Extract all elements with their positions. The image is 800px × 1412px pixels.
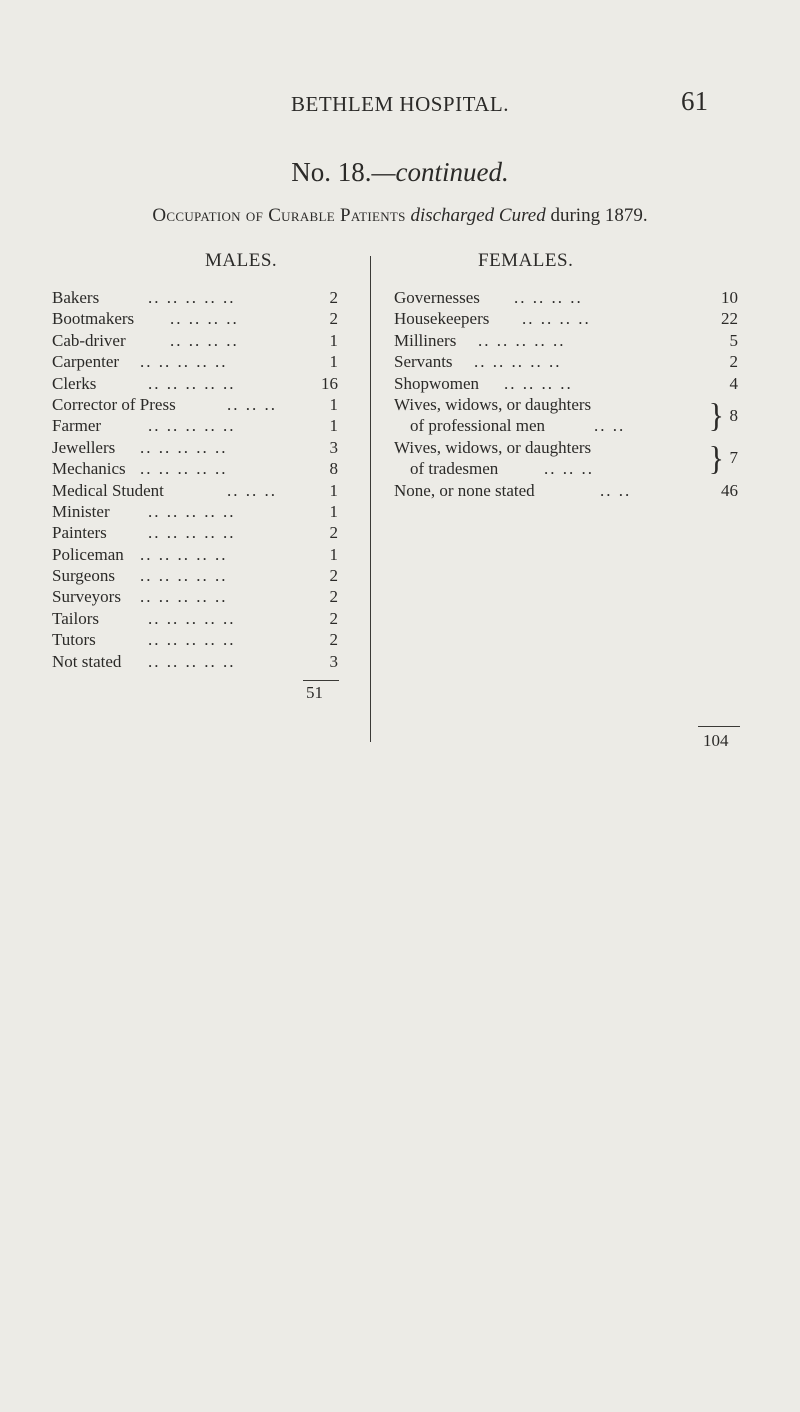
male-row [52,373,338,394]
patient-count: 2 [329,630,338,650]
patient-count: 1 [329,394,338,414]
male-row [52,544,338,565]
males-heading: MALES. [205,250,278,271]
male-row [52,522,338,543]
male-row [52,415,338,436]
occupation-label: Corrector of Press [52,394,176,414]
patient-count: 10 [721,288,738,307]
female-row [394,287,738,308]
dot-leader: .. .. .. .. .. [148,608,236,628]
male-row [52,565,338,586]
dot-leader: .. .. .. .. .. [474,352,562,372]
patient-count: 2 [329,309,338,329]
patient-count: 5 [729,330,738,350]
male-row [52,330,338,351]
male-row [52,651,338,672]
patient-count: 2 [729,352,738,372]
dot-leader: .. .. .. [227,480,277,500]
dot-leader: .. .. .. .. .. [148,501,236,521]
dot-leader: .. .. .. .. .. [478,330,566,350]
female-group-row [394,437,738,480]
males-list [52,287,338,672]
dot-leader: .. .. .. .. [522,309,591,329]
occupation-label: None, or none stated [394,480,535,500]
patient-count: 7 [729,448,738,468]
female-row [394,330,738,351]
females-heading: FEMALES. [478,250,574,271]
occupation-label-line2: of tradesmen [410,459,499,479]
dot-leader: .. .. .. .. .. [148,630,236,650]
dot-leader: .. .. [600,480,632,500]
male-row [52,287,338,308]
table-number: No. 18. [291,157,372,187]
dot-leader: .. .. .. .. .. [140,566,228,586]
patient-count: 4 [729,373,738,393]
running-head [0,86,800,132]
patient-count: 1 [329,544,338,564]
occupation-label: Housekeepers [394,309,490,329]
females-total-rule [698,726,740,727]
female-group-row [394,394,738,437]
male-row [52,629,338,650]
patient-count: 1 [329,480,338,500]
males-total-rule [303,680,339,681]
dot-leader: .. .. .. .. [514,288,583,307]
patient-count: 3 [329,437,338,457]
patient-count: 8 [729,405,738,425]
dot-leader: .. .. .. .. [170,330,239,350]
occupation-label: Not stated [52,651,122,671]
occupation-label-line1: Wives, widows, or daughters [394,437,592,457]
occupation-label: Jewellers [52,437,116,457]
occupation-label: Governesses [394,288,480,307]
patient-count: 1 [329,416,338,436]
dot-leader: .. .. .. .. .. [140,544,228,564]
patient-count: 1 [329,352,338,372]
dot-leader: .. .. .. .. [170,309,239,329]
occupation-label: Tailors [52,608,99,628]
occupation-label: Mechanics [52,459,126,479]
subtitle-suffix: during 1879. [550,205,648,226]
dot-leader: .. .. .. [544,459,594,479]
male-row [52,308,338,329]
dot-leader: .. .. .. .. .. [140,459,228,479]
female-row [394,308,738,329]
dot-leader: .. .. .. .. .. [140,352,228,372]
patient-count: 2 [329,566,338,586]
occupation-label: Cab-driver [52,330,126,350]
patient-count: 1 [329,330,338,350]
male-row [52,480,338,501]
male-row [52,458,338,479]
dot-leader: .. .. .. .. .. [140,437,228,457]
occupation-label: Tutors [52,630,96,650]
patient-count: 2 [329,587,338,607]
male-row [52,501,338,522]
occupation-label: Painters [52,523,107,543]
occupation-label: Surgeons [52,566,115,586]
female-row [394,351,738,372]
male-row [52,394,338,415]
dot-leader: .. .. .. .. [504,373,573,393]
table-subtitle [0,205,800,227]
table-title [0,157,800,188]
male-row [52,437,338,458]
occupation-label: Surveyors [52,587,121,607]
occupation-label-line2: of professional men [410,416,546,436]
male-row [52,351,338,372]
patient-count: 2 [329,523,338,543]
female-row [394,480,738,501]
dot-leader: .. .. [594,416,626,436]
females-total: 104 [703,731,729,750]
patient-count: 3 [329,651,338,671]
patient-count: 2 [329,608,338,628]
female-row [394,373,738,394]
brace: } [708,438,724,477]
occupation-label: Medical Student [52,480,164,500]
male-row [52,608,338,629]
occupation-label: Farmer [52,416,102,436]
column-divider [370,256,371,742]
males-total: 51 [306,683,323,702]
females-list [394,287,738,501]
brace: } [708,396,724,434]
occupation-label: Policeman [52,544,124,564]
occupation-label-line1: Wives, widows, or daughters [394,394,592,414]
subtitle-emphasis: discharged Cured [410,205,546,226]
dot-leader: .. .. .. .. .. [148,373,236,393]
occupation-label: Minister [52,501,110,521]
running-title: BETHLEM HOSPITAL. [291,92,509,116]
patient-count: 22 [721,309,738,329]
patient-count: 16 [321,373,338,393]
occupation-label: Milliners [394,330,457,350]
table-continued: —continued. [371,157,509,187]
occupation-label: Servants [394,352,453,372]
dot-leader: .. .. .. .. .. [140,587,228,607]
dot-leader: .. .. .. .. .. [148,416,236,436]
occupation-label: Shopwomen [394,373,479,393]
patient-count: 8 [329,459,338,479]
occupation-label: Bootmakers [52,309,135,329]
page-number: 61 [681,86,708,116]
dot-leader: .. .. .. [227,394,277,414]
occupation-label: Bakers [52,288,100,307]
male-row [52,586,338,607]
occupation-label: Carpenter [52,352,120,372]
subtitle-prefix: Occupation of Curable Patients [152,205,406,226]
dot-leader: .. .. .. .. .. [148,523,236,543]
occupation-label: Clerks [52,373,97,393]
dot-leader: .. .. .. .. .. [148,288,236,307]
patient-count: 2 [329,288,338,307]
patient-count: 46 [721,480,738,500]
patient-count: 1 [329,501,338,521]
dot-leader: .. .. .. .. .. [148,651,236,671]
